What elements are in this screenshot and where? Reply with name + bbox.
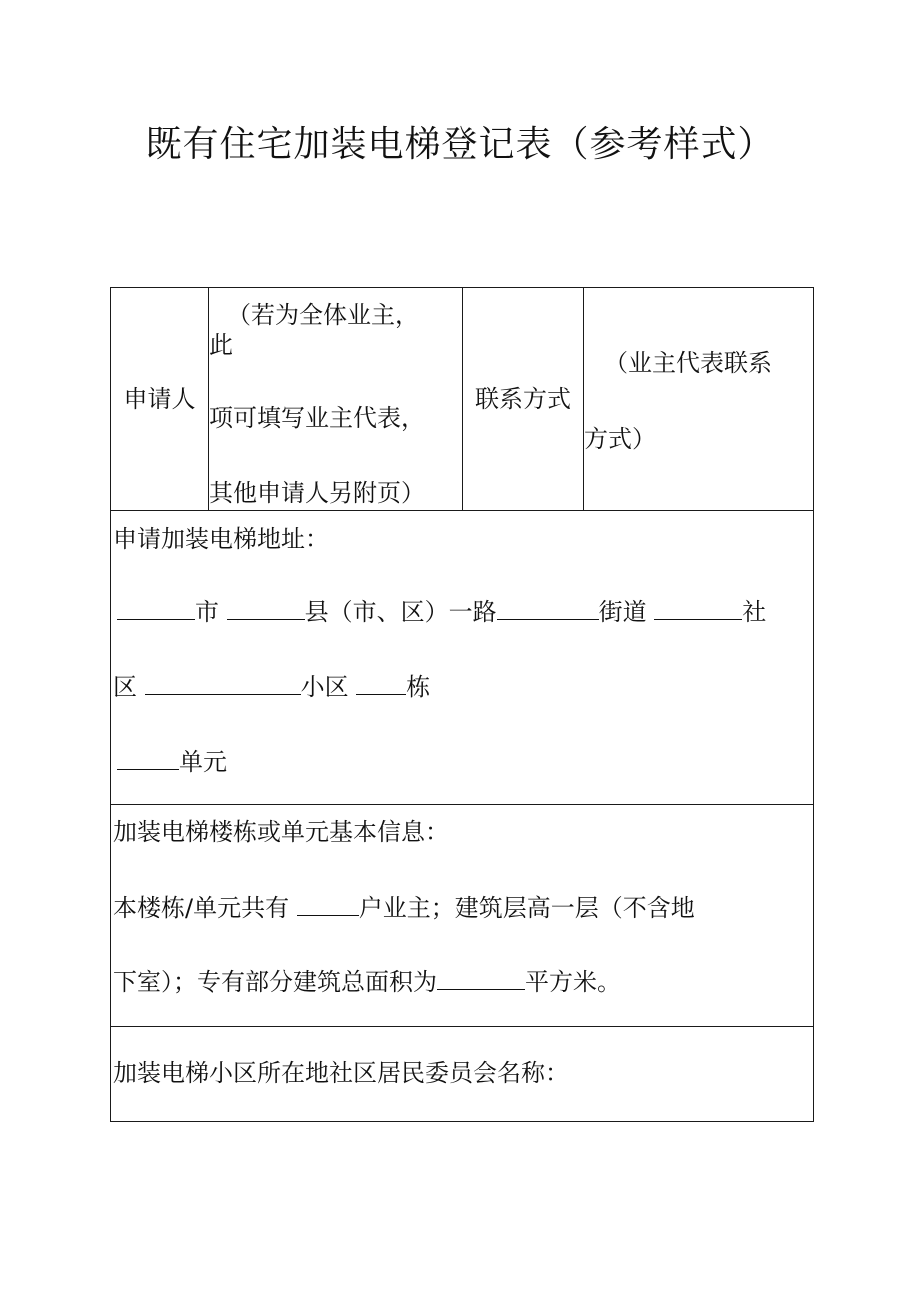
street-suffix: 街道 (598, 598, 647, 626)
area-prefix: 下室）；专有部分建筑总面积为 (113, 968, 437, 996)
building-blank[interactable] (356, 672, 406, 695)
households-line (113, 893, 695, 923)
city-suffix: 市 (195, 598, 219, 626)
community-blank[interactable] (654, 597, 742, 620)
unit-suffix: 单元 (179, 748, 227, 776)
area-blank[interactable] (437, 967, 525, 990)
households-suffix: 户业主；建筑层高一层（不含地 (358, 894, 695, 922)
address-row (111, 511, 814, 805)
committee-heading: 加装电梯小区所在地社区居民委员会名称： (113, 1059, 569, 1087)
document-title: 既有住宅加装电梯登记表（参考样式） (145, 124, 775, 165)
community-suffix-b: 区 (113, 673, 137, 701)
committee-cell[interactable] (111, 1027, 814, 1122)
address-cell[interactable] (111, 511, 814, 805)
building-info-cell[interactable] (111, 805, 814, 1027)
households-blank[interactable] (297, 893, 359, 916)
applicant-label-cell (111, 288, 209, 511)
applicant-value-cell[interactable] (209, 288, 463, 511)
contact-label: 联系方式 (475, 385, 571, 413)
community-suffix-a: 社 (742, 598, 767, 626)
address-heading: 申请加装电梯地址： (113, 525, 329, 553)
address-line-unit (117, 747, 227, 777)
contact-note-line1: （业主代表联系 (604, 349, 772, 377)
applicant-note-line3: 项可填写业主代表， (209, 404, 425, 432)
estate-suffix: 小区 (300, 673, 349, 701)
county-suffix: 县（市、区）一路 (304, 598, 497, 626)
unit-blank[interactable] (117, 747, 179, 770)
building-info-heading: 加装电梯楼栋或单元基本信息： (113, 818, 449, 846)
building-info-row (111, 805, 814, 1027)
applicant-note-line4: 其他申请人另附页） (209, 479, 425, 507)
area-suffix: 平方米。 (525, 968, 621, 996)
city-blank[interactable] (117, 597, 195, 620)
applicant-label: 申请人 (123, 385, 196, 413)
applicant-row (111, 288, 814, 511)
contact-value-cell[interactable] (584, 288, 814, 511)
county-blank[interactable] (227, 597, 305, 620)
building-suffix: 栋 (406, 673, 431, 701)
households-prefix: 本楼栋/单元共有 (113, 894, 290, 922)
registration-form-table (110, 287, 814, 1122)
address-line-estate-building (113, 672, 430, 702)
applicant-note-line2: 此 (209, 331, 233, 359)
applicant-note-line1: （若为全体业主， (227, 301, 419, 329)
committee-row (111, 1027, 814, 1122)
contact-label-cell (463, 288, 584, 511)
contact-note-line2: 方式） (584, 425, 656, 453)
estate-blank[interactable] (145, 672, 301, 695)
street-blank[interactable] (497, 597, 599, 620)
area-line (113, 967, 621, 997)
address-line-city-county-street (117, 597, 766, 627)
